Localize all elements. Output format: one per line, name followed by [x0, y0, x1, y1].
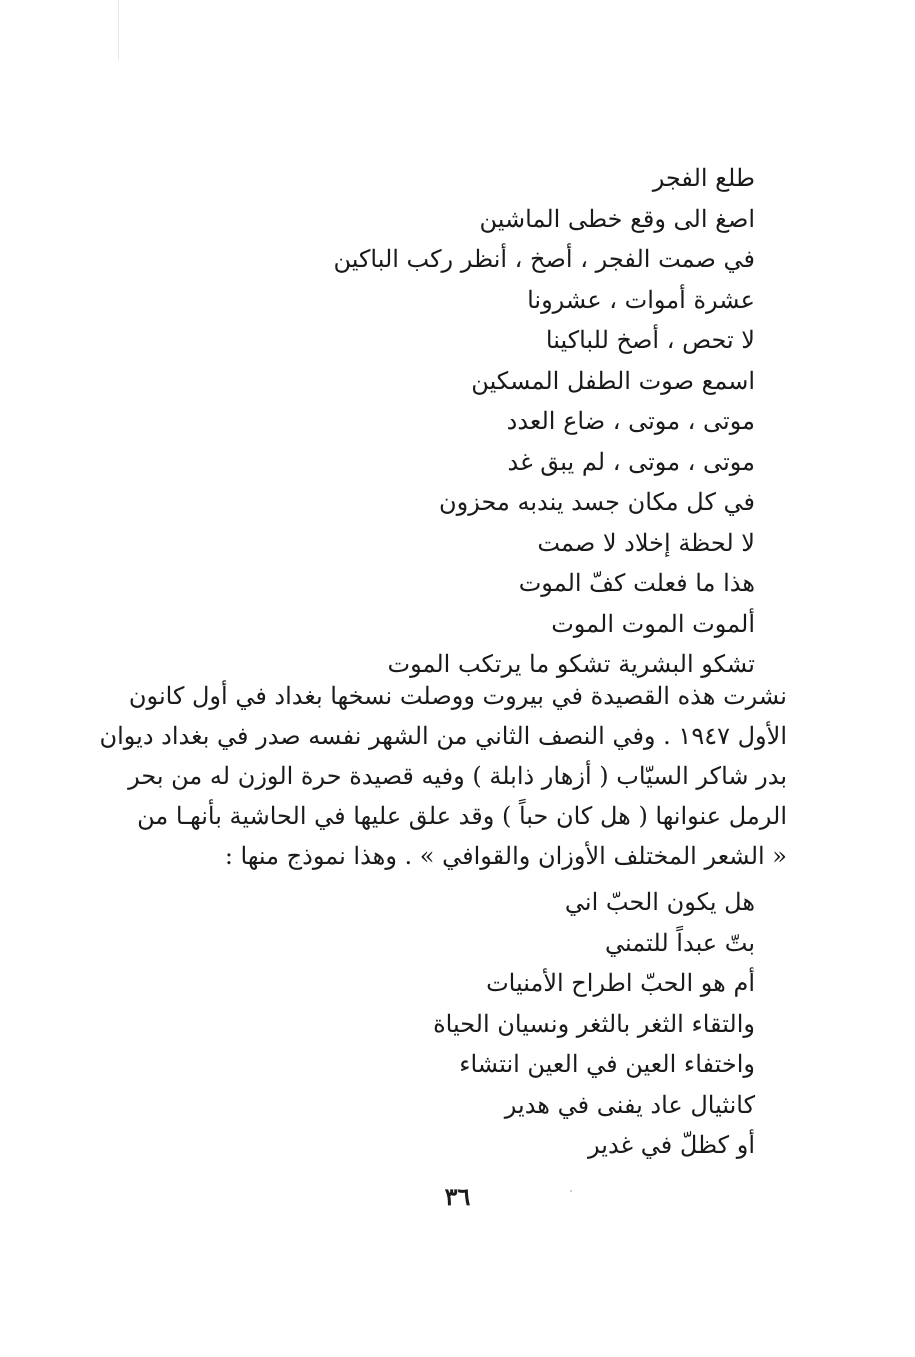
poem-line: اسمع صوت الطفل المسكين: [471, 366, 755, 395]
poem-line: اصغ الى وقع خطى الماشين: [479, 204, 755, 233]
prose-line: الأول ١٩٤٧ . وفي النصف الثاني من الشهر نفسه صدر في بغداد ديوان: [99, 722, 787, 750]
poem-line: موتى ، موتى ، ضاع العدد: [506, 407, 755, 435]
poem-line: هذا ما فعلت كفّ الموت: [518, 569, 755, 597]
poem-line: لا لحظة إخلاد لا صمت: [537, 528, 755, 557]
poem-line: بتّ عبداً للتمني: [605, 928, 755, 957]
prose-paragraph: [99, 676, 787, 876]
prose-line: نشرت هذه القصيدة في بيروت ووصلت نسخها بغداد في أول كانون: [128, 682, 787, 710]
poem-line: في صمت الفجر ، أصخ ، أنظر ركب الباكين: [333, 245, 755, 273]
poem-line: أو كظلّ في غدير: [588, 1131, 755, 1159]
poem-line: أم هو الحبّ اطراح الأمنيات: [486, 969, 755, 997]
poem-line: هل يكون الحبّ اني: [564, 888, 755, 916]
prose-line: بدر شاكر السيّاب ( أزهار ذابلة ) وفيه قصيدة حرة الوزن له من بحر: [128, 762, 787, 790]
poem-line: كانثيال عاد يفنى في هدير: [504, 1090, 755, 1119]
poem-line: واختفاء العين في العين انتشاء: [459, 1050, 755, 1078]
poem-excerpt-2: [235, 882, 755, 1166]
poem-line: ألموت الموت الموت: [551, 609, 755, 638]
prose-line: « الشعر المختلف الأوزان والقوافي » . وهذا نموذج منها :: [224, 842, 787, 870]
poem-line: في كل مكان جسد يندبه محزون: [439, 488, 755, 516]
poem-line: عشرة أموات ، عشرونا: [527, 285, 755, 314]
prose-line: الرمل عنوانها ( هل كان حباً ) وقد علق عليها في الحاشية بأنهـا من: [137, 802, 787, 830]
poem-line: تشكو البشرية تشكو ما يرتكب الموت: [387, 650, 755, 678]
scan-speck: [570, 1190, 572, 1192]
page-number: ٣٦: [444, 1182, 471, 1211]
poem-line: طلع الفجر: [652, 164, 755, 192]
poem-line: موتى ، موتى ، لم يبق غد: [507, 447, 755, 476]
poem-excerpt-1: [235, 158, 755, 685]
poem-line: والتقاء الثغر بالثغر ونسيان الحياة: [433, 1009, 755, 1038]
scan-edge-mark: [118, 0, 119, 60]
poem-line: لا تحص ، أصخ للباكينا: [545, 326, 755, 354]
